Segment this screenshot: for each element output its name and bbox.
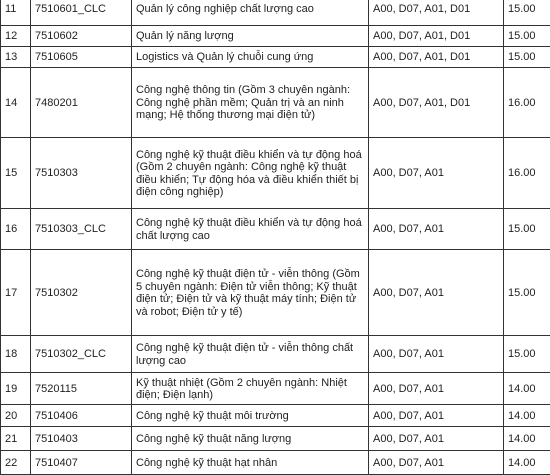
cutoff-score: 15.00 [504, 250, 550, 336]
major-name: Công nghệ kỹ thuật điều khiển và tự động hoá (Gồm 2 chuyên ngành: Công nghệ kỹ thuật điều khiển; Tự động hóa và điều khiển thiết bị điện công nghiệp) [132, 138, 369, 209]
subject-combinations: A00, D07, A01 [369, 373, 504, 405]
cutoff-score: 15.00 [504, 209, 550, 250]
row-number: 18 [1, 336, 31, 373]
major-name: Công nghệ kỹ thuật môi trường [132, 405, 369, 427]
cutoff-score: 15.00 [504, 336, 550, 373]
table-row [1, 47, 550, 68]
major-code: 7510303_CLC [31, 209, 132, 250]
subject-combinations: A00, D07, A01 [369, 427, 504, 451]
major-name: Công nghệ thông tin (Gồm 3 chuyên ngành: Công nghệ phần mềm; Quản trị và an ninh mạng; Hệ thống thương mại điện tử) [132, 68, 369, 138]
table-row [1, 26, 550, 47]
major-code: 7510601_CLC [31, 0, 132, 26]
table-row [1, 68, 550, 138]
row-number: 16 [1, 209, 31, 250]
row-number: 21 [1, 427, 31, 451]
subject-combinations: A00, D07, A01, D01 [369, 26, 504, 47]
major-code: 7510605 [31, 47, 132, 68]
major-name: Công nghệ kỹ thuật điện tử - viễn thông (Gồm 5 chuyên ngành: Điện tử viễn thông; Kỹ thuật điện tử; Điện tử và kỹ thuật máy tính; Điện tử và robot; Điện tử y tế) [132, 250, 369, 336]
major-code: 7510302_CLC [31, 336, 132, 373]
major-name: Quản lý công nghiệp chất lượng cao [132, 0, 369, 26]
subject-combinations: A00, D07, A01 [369, 451, 504, 475]
subject-combinations: A00, D07, A01 [369, 250, 504, 336]
subject-combinations: A00, D07, A01 [369, 405, 504, 427]
major-code: 7510403 [31, 427, 132, 451]
subject-combinations: A00, D07, A01, D01 [369, 68, 504, 138]
table-row [1, 0, 550, 26]
cutoff-score: 14.00 [504, 405, 550, 427]
row-number: 14 [1, 68, 31, 138]
subject-combinations: A00, D07, A01, D01 [369, 0, 504, 26]
cutoff-score: 16.00 [504, 138, 550, 209]
major-code: 7510302 [31, 250, 132, 336]
cutoff-score: 15.00 [504, 0, 550, 26]
table-row [1, 427, 550, 451]
row-number: 11 [1, 0, 31, 26]
row-number: 20 [1, 405, 31, 427]
subject-combinations: A00, D07, A01 [369, 138, 504, 209]
table-row [1, 451, 550, 475]
major-name: Công nghệ kỹ thuật hạt nhân [132, 451, 369, 475]
major-code: 7510406 [31, 405, 132, 427]
major-code: 7510407 [31, 451, 132, 475]
major-code: 7480201 [31, 68, 132, 138]
table-row [1, 250, 550, 336]
table-row [1, 336, 550, 373]
subject-combinations: A00, D07, A01 [369, 336, 504, 373]
row-number: 19 [1, 373, 31, 405]
major-name: Công nghệ kỹ thuật năng lượng [132, 427, 369, 451]
row-number: 13 [1, 47, 31, 68]
row-number: 15 [1, 138, 31, 209]
major-name: Kỹ thuật nhiệt (Gồm 2 chuyên ngành: Nhiệt điện; Điện lạnh) [132, 373, 369, 405]
cutoff-score: 14.00 [504, 451, 550, 475]
subject-combinations: A00, D07, A01 [369, 209, 504, 250]
subject-combinations: A00, D07, A01, D01 [369, 47, 504, 68]
major-code: 7510602 [31, 26, 132, 47]
cutoff-score: 16.00 [504, 68, 550, 138]
cutoff-score: 15.00 [504, 47, 550, 68]
row-number: 17 [1, 250, 31, 336]
major-code: 7520115 [31, 373, 132, 405]
cutoff-score: 14.00 [504, 373, 550, 405]
table-row [1, 138, 550, 209]
row-number: 12 [1, 26, 31, 47]
major-name: Quản lý năng lượng [132, 26, 369, 47]
major-code: 7510303 [31, 138, 132, 209]
major-name: Công nghệ kỹ thuật điện tử - viễn thông chất lượng cao [132, 336, 369, 373]
major-name: Logistics và Quản lý chuỗi cung ứng [132, 47, 369, 68]
admission-table-body [1, 0, 550, 475]
cutoff-score: 15.00 [504, 26, 550, 47]
table-row [1, 373, 550, 405]
cutoff-score: 14.00 [504, 427, 550, 451]
major-name: Công nghệ kỹ thuật điều khiển và tự động hoá chất lượng cao [132, 209, 369, 250]
row-number: 22 [1, 451, 31, 475]
table-row [1, 209, 550, 250]
table-row [1, 405, 550, 427]
